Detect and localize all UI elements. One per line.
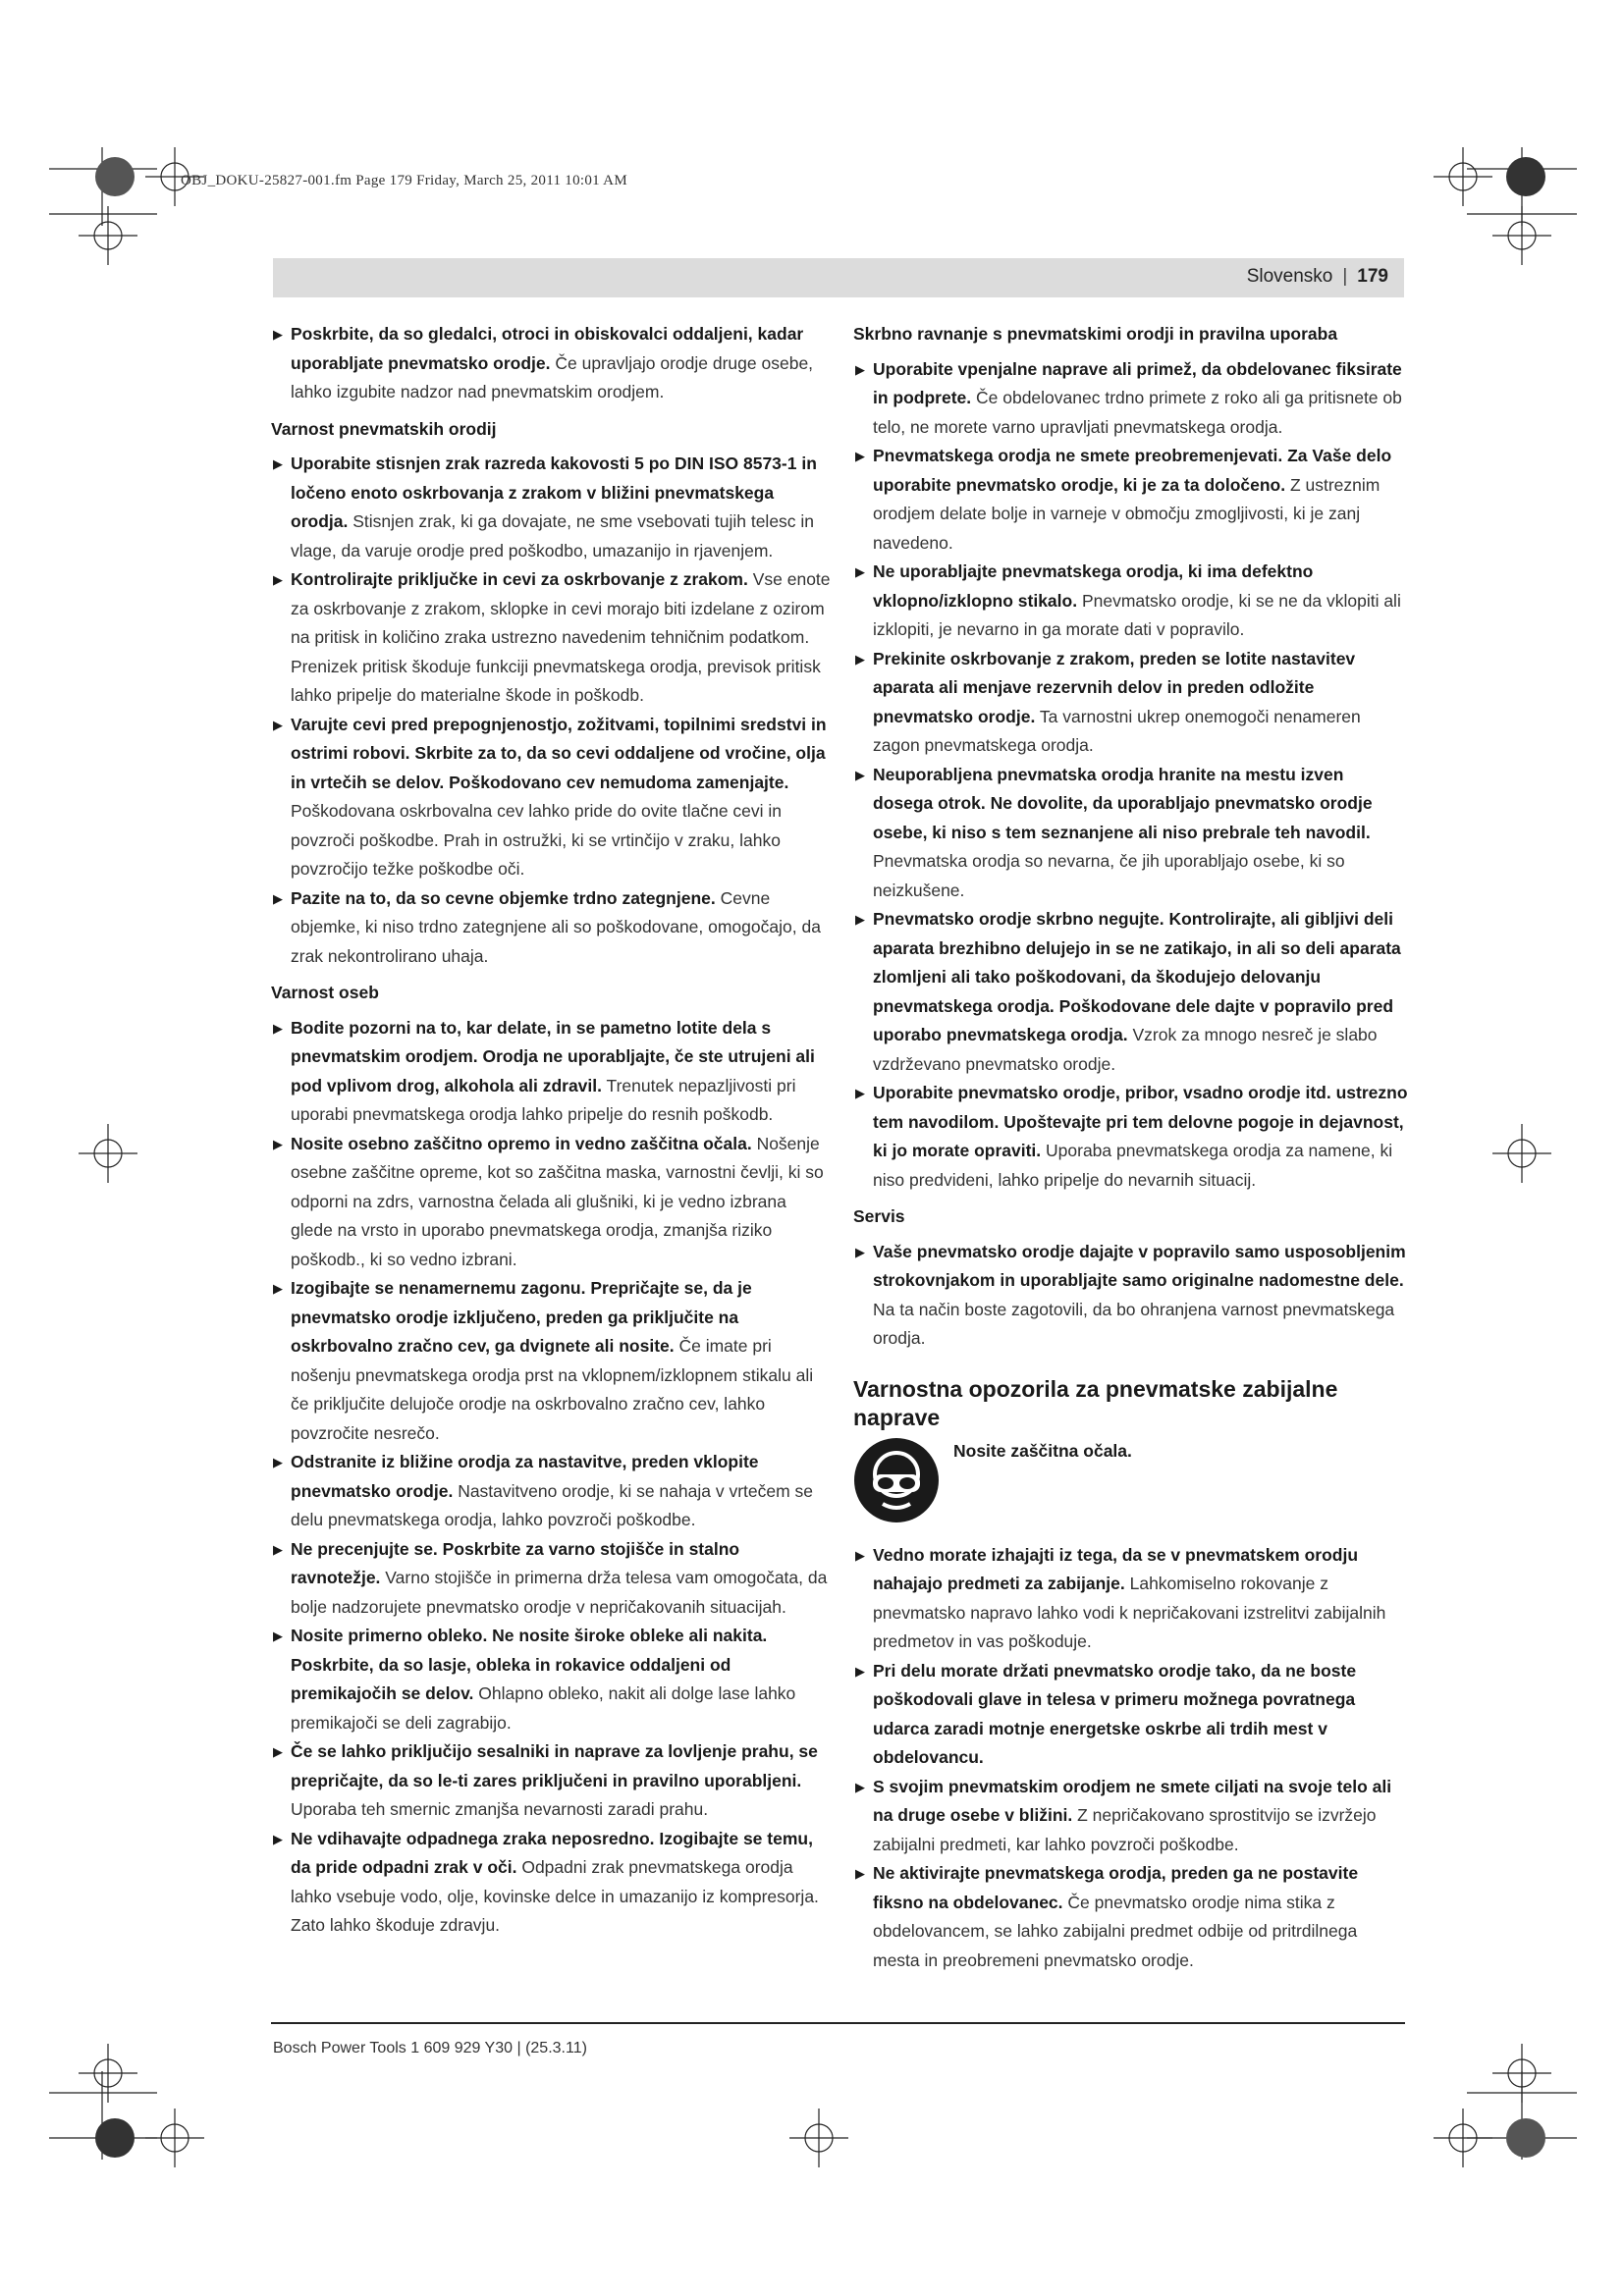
bullet-item: ▶ Ne aktivirajte pnevmatskega orodja, preden ga ne postavite fiksno na obdelovanec. Če pnevmatsko orodje nima stika z obdelovancem, se lahko zabijalni predmet odbije od pritrdilnega mesta in preobremeni pnevmatsko orodje. <box>853 1859 1408 1975</box>
arrow-icon: ▶ <box>273 456 283 471</box>
arrow-icon: ▶ <box>273 717 283 732</box>
pictogram-row <box>853 1437 1408 1523</box>
arrow-icon: ▶ <box>273 327 283 342</box>
arrow-icon: ▶ <box>855 1866 865 1881</box>
arrow-icon: ▶ <box>855 1547 865 1563</box>
bullet-item: ▶ Bodite pozorni na to, kar delate, in se pametno lotite dela s pnevmatskim orodjem. Orodja ne uporabljajte, če ste utrujeni ali pod vplivom drog, alkohola ali zdravil. Trenutek nepazljivosti pri uporabi pnevmatskega orodja lahko pripelje do resnih poškodb. <box>271 1014 831 1130</box>
bullet-item: ▶ Kontrolirajte priključke in cevi za oskrbovanje z zrakom. Vse enote za oskrbovanje z zrakom, sklopke in cevi morajo biti izdelane z ozirom na pritisk in količino zraka ustrezno navedenim tehničnim podatkom. Prenizek pritisk škoduje funkciji pnevmatskega orodja, previsok pritisk lahko pripelje do materialne škode in poškodb. <box>271 565 831 711</box>
footer-text: Bosch Power Tools 1 609 929 Y30 | (25.3.11) <box>273 2040 587 2056</box>
arrow-icon: ▶ <box>855 912 865 927</box>
bullet-item: ▶ Uporabite vpenjalne naprave ali primež, da obdelovanec fiksirate in podprete. Če obdelovanec trdno primete z roko ali ga pritisnete ob telo, ne morete varno upravljati pnevmatskega orodja. <box>853 355 1408 443</box>
arrow-icon: ▶ <box>855 651 865 667</box>
bullet-item: ▶ Ne uporabljajte pnevmatskega orodja, ki ima defektno vklopno/izklopno stikalo. Pnevmatsko orodje, ki se ne da vklopiti ali izklopiti, je nevarno in ga morate dati v popravilo. <box>853 558 1408 645</box>
page-number: 179 <box>1357 266 1388 287</box>
bullet-item: ▶ Neuporabljena pnevmatska orodja hranite na mestu izven dosega otrok. Ne dovolite, da uporabljajo pnevmatsko orodje osebe, ki niso s tem seznanjene ali niso prebrale teh navodil. Pnevmatska orodja so nevarna, če jih uporabljajo osebe, ki so neizkušene. <box>853 761 1408 906</box>
bullet-item: ▶ Izogibajte se nenamernemu zagonu. Prepričajte se, da je pnevmatsko orodje izključeno, preden ga priključite na oskrbovalno zračno cev, ga dvignete ali nosite. Če imate pri nošenju pnevmatskega orodja prst na vklopnem/izklopnem stikalu ali če priključite delujoče orodje na oskrbovalno zračno cev, lahko povzročite nesrečo. <box>271 1274 831 1448</box>
bullet-item: ▶ Ne precenjujte se. Poskrbite za varno stojišče in stalno ravnotežje. Varno stojišče in primerna drža telesa vam omogočata, da bolje nadzorujete pnevmatsko orodje v nepričakovanih situacijah. <box>271 1535 831 1623</box>
section-title: Varnost pnevmatskih orodij <box>271 418 497 439</box>
bullet-item: ▶ Vedno morate izhajajti iz tega, da se v pnevmatskem orodju nahajajo predmeti za zabijanje. Lahkomiselno rokovanje z pnevmatsko napravo lahko vodi k nepričakovani izstrelitvi zabijalnih predmetov in vas poškoduje. <box>853 1541 1408 1657</box>
bullet-item: ▶ Uporabite stisnjen zrak razreda kakovosti 5 po DIN ISO 8573-1 in ločeno enoto oskrbovanja z zrakom v bližini pnevmatskega orodja. Stisnjen zrak, ki ga dovajate, ne sme vsebovati tujih telesc in vlage, da varuje orodje pred poškodbo, umazanijo in rjavenjem. <box>271 450 831 565</box>
arrow-icon: ▶ <box>273 1831 283 1846</box>
bullet-item: ▶ Nosite osebno zaščitno opremo in vedno zaščitna očala. Nošenje osebne zaščitne opreme, kot so zaščitna maska, varnostni čevlji, ki so odporni na zdrs, varnostna čelada ali glušniki, ki je vedno izbrana glede na vrsto in uporabo pnevmatskega orodja, zmanjša riziko poškodb., ki so vedno izbrani. <box>271 1130 831 1275</box>
section-title: Skrbno ravnanje s pnevmatskimi orodji in pravilna uporaba <box>853 324 1338 344</box>
section-title: Varnost oseb <box>271 983 379 1002</box>
page-header <box>273 258 1404 297</box>
bullet-item: ▶ Odstranite iz bližine orodja za nastavitve, preden vklopite pnevmatsko orodje. Nastavitveno orodje, ki se nahaja v vrtečem se delu pnevmatskega orodja, lahko povzroči poškodbe. <box>271 1448 831 1535</box>
intro-bullet: ▶ Poskrbite, da so gledalci, otroci in obiskovalci oddaljeni, kadar uporabljate pnevmatsko orodje. Če upravljajo orodje druge osebe, lahko izgubite nadzor nad pnevmatskim orodjem. <box>271 320 831 407</box>
bullet-item: ▶ Uporabite pnevmatsko orodje, pribor, vsadno orodje itd. ustrezno tem navodilom. Upoštevajte pri tem delovne pogoje in dejavnost, ki jo morate opraviti. Uporaba pnevmatskega orodja za namene, ki niso predvideni, lahko pripelje do nevarnih situacij. <box>853 1079 1408 1195</box>
arrow-icon: ▶ <box>855 1779 865 1794</box>
arrow-icon: ▶ <box>273 1455 283 1469</box>
right-column <box>853 320 1408 1975</box>
arrow-icon: ▶ <box>855 449 865 463</box>
bullet-item: ▶ Pnevmatskega orodja ne smete preobremenjevati. Za Vaše delo uporabite pnevmatsko orodje, ki je za ta določeno. Z ustreznim orodjem delate bolje in varneje v območju zmogljivosti, ki je zanj navedeno. <box>853 442 1408 558</box>
bullet-item: ▶ Pnevmatsko orodje skrbno negujte. Kontrolirajte, ali gibljivi deli aparata brezhibno delujejo in se ne zatikajo, in ali so deli aparata zlomljeni ali tako poškodovani, da škodujejo delovanju pnevmatskega orodja. Poškodovane dele dajte v popravilo pred uporabo pnevmatskega orodja. Vzrok za mnogo nesreč je slabo vzdrževano pnevmatsko orodje. <box>853 905 1408 1079</box>
arrow-icon: ▶ <box>855 1086 865 1100</box>
bullet-item: ▶ Nosite primerno obleko. Ne nosite široke obleke ali nakita. Poskrbite, da so lasje, obleka in rokavice oddaljeni od premikajočih se delov. Ohlapno obleko, nakit ali dolge lase lahko premikajoči se deli zagrabijo. <box>271 1622 831 1737</box>
bullet-item: ▶ Varujte cevi pred prepognjenostjo, zožitvami, topilnimi sredstvi in ostrimi robovi. Skrbite za to, da so cevi oddaljene od vročine, olja in vrtečih se delov. Poškodovano cev nemudoma zamenjajte. Poškodovana oskrbovalna cev lahko pride do ovite tlačne cevi in povzroči poškodbe. Prah in ostružki, ki se vrtinčijo v zraku, lahko povzročijo težke poškodbe oči. <box>271 711 831 884</box>
arrow-icon: ▶ <box>273 1629 283 1643</box>
section-title: Servis <box>853 1206 905 1226</box>
main-heading: Varnostna opozorila za pnevmatske zabijalne naprave <box>853 1375 1338 1430</box>
bullet-item: ▶ Pazite na to, da so cevne objemke trdno zategnjene. Cevne objemke, ki niso trdno zategnjene ali so poškodovane, omogočajo, da zrak nekontrolirano uhaja. <box>271 884 831 972</box>
arrow-icon: ▶ <box>273 1541 283 1557</box>
file-slug: OBJ_DOKU-25827-001.fm Page 179 Friday, March 25, 2011 10:01 AM <box>181 173 627 188</box>
bullet-item: ▶ Če se lahko priključijo sesalniki in naprave za lovljenje prahu, se prepričajte, da so le-ti zares priključeni in pravilno uporabljeni. Uporaba teh smernic zmanjša nevarnosti zaradi prahu. <box>271 1737 831 1825</box>
arrow-icon: ▶ <box>273 1020 283 1036</box>
arrow-icon: ▶ <box>855 564 865 579</box>
arrow-icon: ▶ <box>273 1136 283 1151</box>
safety-goggles-icon <box>853 1437 940 1523</box>
arrow-icon: ▶ <box>273 572 283 587</box>
arrow-icon: ▶ <box>855 1663 865 1679</box>
bullet-item: ▶ Ne vdihavajte odpadnega zraka neposredno. Izogibajte se temu, da pride odpadni zrak v oči. Odpadni zrak pnevmatskega orodja lahko vsebuje vodo, olje, kovinske delce in umazanijo iz kompresorja. Zato lahko škoduje zdravju. <box>271 1825 831 1941</box>
arrow-icon: ▶ <box>273 890 283 906</box>
header-separator: | <box>1342 266 1348 287</box>
arrow-icon: ▶ <box>855 361 865 377</box>
bullet-item: ▶ Prekinite oskrbovanje z zrakom, preden se lotite nastavitev aparata ali menjave rezervnih delov in preden odložite pnevmatsko orodje. Ta varnostni ukrep onemogoči nenameren zagon pnevmatskega orodja. <box>853 645 1408 761</box>
pictogram-caption: Nosite zaščitna očala. <box>953 1440 1132 1461</box>
arrow-icon: ▶ <box>273 1744 283 1759</box>
arrow-icon: ▶ <box>855 1244 865 1259</box>
bullet-item: ▶ Vaše pnevmatsko orodje dajajte v popravilo samo usposobljenim strokovnjakom in uporabljajte samo originalne nadomestne dele. Na ta način boste zagotovili, da bo ohranjena varnost pnevmatskega orodja. <box>853 1238 1408 1354</box>
bullet-item: ▶ Pri delu morate držati pnevmatsko orodje tako, da ne boste poškodovali glave in telesa v primeru možnega povratnega udarca zaradi motnje energetske oskrbe ali trdih mest v obdelovancu. <box>853 1657 1408 1773</box>
left-column <box>271 320 831 1941</box>
header-section: Slovensko <box>1246 266 1333 287</box>
arrow-icon: ▶ <box>273 1281 283 1296</box>
arrow-icon: ▶ <box>855 767 865 782</box>
bullet-item: ▶ S svojim pnevmatskim orodjem ne smete ciljati na svoje telo ali na druge osebe v bližini. Z nepričakovano sprostitvijo se izvržejo zabijalni predmeti, kar lahko povzroči poškodbe. <box>853 1773 1408 1860</box>
footer-rule <box>271 2022 1405 2024</box>
